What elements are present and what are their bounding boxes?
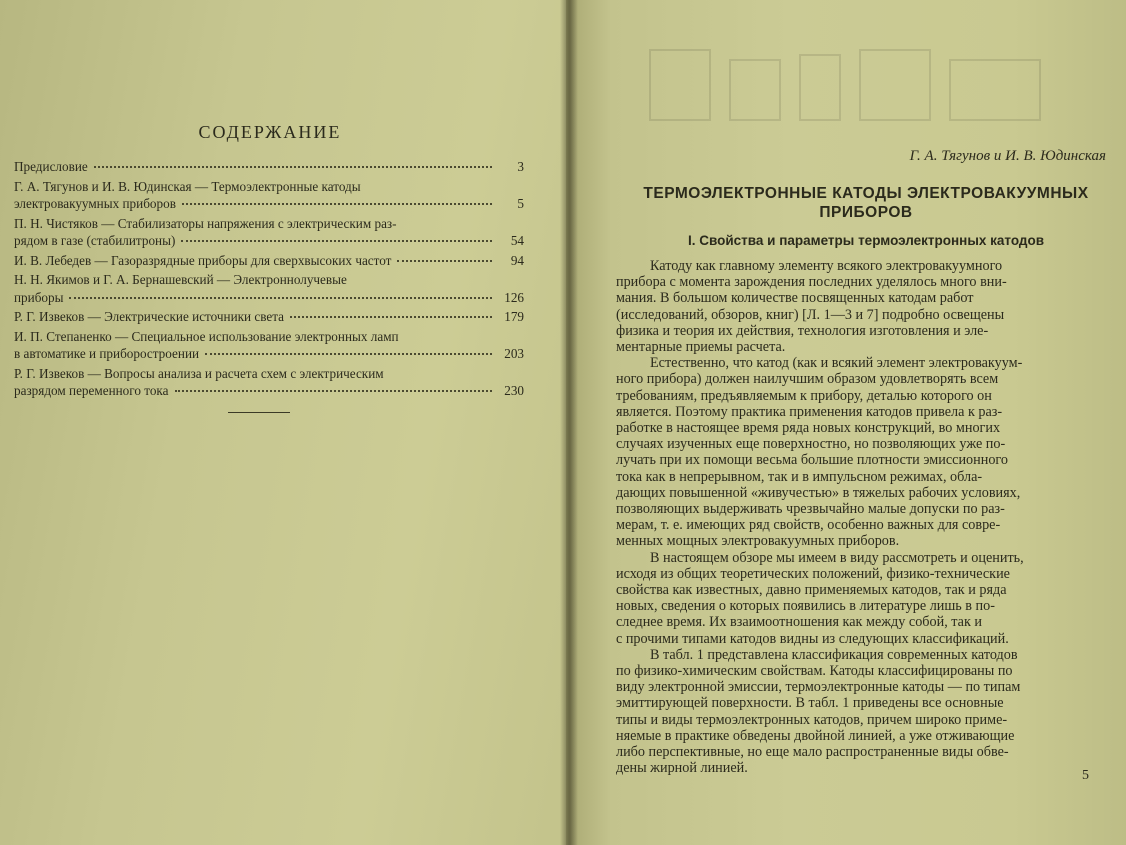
toc-title: СОДЕРЖАНИЕ bbox=[198, 122, 342, 142]
article-line: лучать при их помощи весьма большие плотности эмиссионного bbox=[616, 452, 1008, 469]
article-line: Катоду как главному элементу всякого электровакуумного bbox=[650, 258, 1003, 274]
toc-entry-line: П. Н. Чистяков — Стабилизаторы напряжения с электрическим раз- bbox=[14, 215, 397, 231]
toc-leader-dots bbox=[69, 297, 492, 299]
page-number: 5 bbox=[1082, 768, 1089, 783]
article-line: прибора с момента зарождения последних уделялось много вни- bbox=[616, 274, 1007, 291]
article-line: по физико-химическим свойствам. Катоды классифицированы по bbox=[616, 663, 1013, 680]
article-line: дающих повышенной «живучестью» в тяжелых рабочих условиях, bbox=[616, 484, 1021, 501]
toc-entry-lastline bbox=[14, 345, 524, 363]
article-line: следнее время. Их взаимоотношения как между собой, так и bbox=[616, 614, 982, 631]
article-body bbox=[616, 258, 1104, 777]
article-line: является. Поэтому практика применения катодов привела к раз- bbox=[616, 403, 1003, 420]
table-of-contents bbox=[14, 158, 524, 402]
toc-entry-text: Р. Г. Извеков — Электрические источники света bbox=[14, 309, 285, 324]
article-line: физика и теория их действия, технология изготовления и эле- bbox=[616, 322, 989, 339]
article-line: требованиям, предъявляемым к прибору, деталью которого он bbox=[616, 387, 992, 404]
toc-leader-dots bbox=[175, 390, 493, 392]
toc-leader-dots bbox=[94, 166, 492, 168]
book-spine bbox=[560, 0, 578, 845]
article-line: работке в настоящее время ряда новых конструкций, во многих bbox=[616, 420, 1001, 437]
article-line: дены жирной линией. bbox=[616, 760, 748, 777]
toc-entry-lastline bbox=[14, 289, 524, 307]
toc-entry-lastline bbox=[14, 232, 524, 250]
toc-entry bbox=[14, 215, 524, 250]
toc-leader-dots bbox=[205, 353, 492, 355]
toc-entry-lastline bbox=[14, 195, 524, 213]
toc-entry-lastline bbox=[14, 308, 524, 326]
toc-entry-line: И. П. Степаненко — Специальное использование электронных ламп bbox=[14, 328, 399, 344]
toc-page-number: 3 bbox=[517, 159, 524, 174]
toc-page-number: 126 bbox=[504, 289, 524, 305]
toc-page-number: 5 bbox=[517, 196, 524, 211]
toc-entry bbox=[14, 252, 524, 270]
article-line: новых, сведения о которых появились в литературе лишь в по- bbox=[616, 598, 995, 615]
article-line: позволяющих выдерживать чрезвычайно малые допуски по раз- bbox=[616, 501, 1005, 518]
toc-entry bbox=[14, 178, 524, 213]
article-line: В табл. 1 представлена классификация современных катодов bbox=[650, 646, 1018, 663]
toc-entry bbox=[14, 328, 524, 363]
article-line: мания. В большом количестве посвященных катодам работ bbox=[616, 290, 974, 307]
toc-leader-dots bbox=[181, 240, 492, 242]
toc-page-number: 179 bbox=[504, 309, 524, 324]
article-title-line2: ПРИБОРОВ bbox=[819, 204, 913, 221]
article-line: с прочими типами катодов видны из следующих классификаций. bbox=[616, 630, 1009, 647]
article-line: тока как в непрерывном, так и в импульсном режимах, обла- bbox=[616, 468, 983, 485]
toc-leader-dots bbox=[397, 260, 492, 262]
toc-page-number: 230 bbox=[504, 383, 524, 398]
article-line: виду электронной эмиссии, термоэлектронные катоды — по типам bbox=[616, 679, 1021, 696]
article-title bbox=[616, 184, 1116, 222]
toc-entry-lastline bbox=[14, 382, 524, 400]
toc-page-number: 54 bbox=[510, 233, 524, 248]
article-line: либо перспективные, но еще мало распространенные виды обве- bbox=[616, 744, 1009, 761]
toc-entry-text: разрядом переменного тока bbox=[14, 383, 169, 398]
show-through-diagram bbox=[640, 40, 1060, 130]
toc-page-number: 203 bbox=[504, 346, 524, 361]
toc-entry-text: рядом в газе (стабилитроны) bbox=[14, 233, 176, 248]
article-line: ментарные приемы расчета. bbox=[616, 339, 786, 356]
toc-page-number: 94 bbox=[510, 252, 524, 268]
article-line: свойства как известных, давно применяемых катодов, так и ряда bbox=[616, 582, 1007, 599]
toc-entry-text: приборы bbox=[14, 289, 64, 305]
article-line: (исследований, обзоров, книг) [Л. 1—3 и 7] подробно освещены bbox=[616, 306, 1005, 323]
article-line: няемые в практике обведены двойной линией, а уже отживающие bbox=[616, 727, 1015, 744]
toc-entry-line: Н. Н. Якимов и Г. А. Бернашевский — Электроннолучевые bbox=[14, 272, 347, 287]
article-line: В настоящем обзоре мы имеем в виду рассмотреть и оценить, bbox=[650, 549, 1024, 566]
article-line: случаях изученных еще поверхностно, но позволяющих уже по- bbox=[616, 436, 1006, 453]
article-line: эмиттирующей поверхности. В табл. 1 приведены все основные bbox=[616, 695, 1004, 712]
toc-entry-text: в автоматике и приборостроении bbox=[14, 346, 200, 361]
toc-divider bbox=[228, 412, 290, 413]
toc-entry-line: Г. А. Тягунов и И. В. Юдинская — Термоэлектронные катоды bbox=[14, 178, 361, 194]
article-line: мерам, т. е. имеющих ряд свойств, особенно важных для совре- bbox=[616, 517, 1001, 534]
toc-entry bbox=[14, 271, 524, 306]
article-title-line1: ТЕРМОЭЛЕКТРОННЫЕ КАТОДЫ ЭЛЕКТРОВАКУУМНЫХ bbox=[643, 185, 1089, 202]
toc-entry-lastline bbox=[14, 158, 524, 176]
section-heading: I. Свойства и параметры термоэлектронных катодов bbox=[687, 233, 1045, 248]
toc-entry bbox=[14, 158, 524, 176]
toc-entry-text: электровакуумных приборов bbox=[14, 196, 176, 211]
article-line: Естественно, что катод (как и всякий элемент электровакуум- bbox=[650, 355, 1023, 372]
toc-entry-text: И. В. Лебедев — Газоразрядные приборы для сверхвысоких частот bbox=[14, 252, 392, 268]
toc-entry-line: Р. Г. Извеков — Вопросы анализа и расчета схем с электрическим bbox=[14, 365, 384, 381]
article-line: менных мощных электровакуумных приборов. bbox=[616, 533, 900, 550]
article-line: исходя из общих теоретических положений, физико-технические bbox=[616, 565, 1010, 582]
toc-entry bbox=[14, 308, 524, 326]
toc-leader-dots bbox=[182, 203, 492, 205]
toc-entry-lastline bbox=[14, 252, 524, 270]
article-line: ного прибора) должен наилучшим образом удовлетворять всем bbox=[616, 371, 999, 388]
toc-entry-text: Предисловие bbox=[14, 159, 88, 174]
article-line: типы и виды термоэлектронных катодов, причем широко приме- bbox=[616, 711, 1008, 728]
toc-entry bbox=[14, 365, 524, 400]
toc-leader-dots bbox=[290, 316, 492, 318]
article-authors: Г. А. Тягунов и И. В. Юдинская bbox=[909, 148, 1106, 164]
